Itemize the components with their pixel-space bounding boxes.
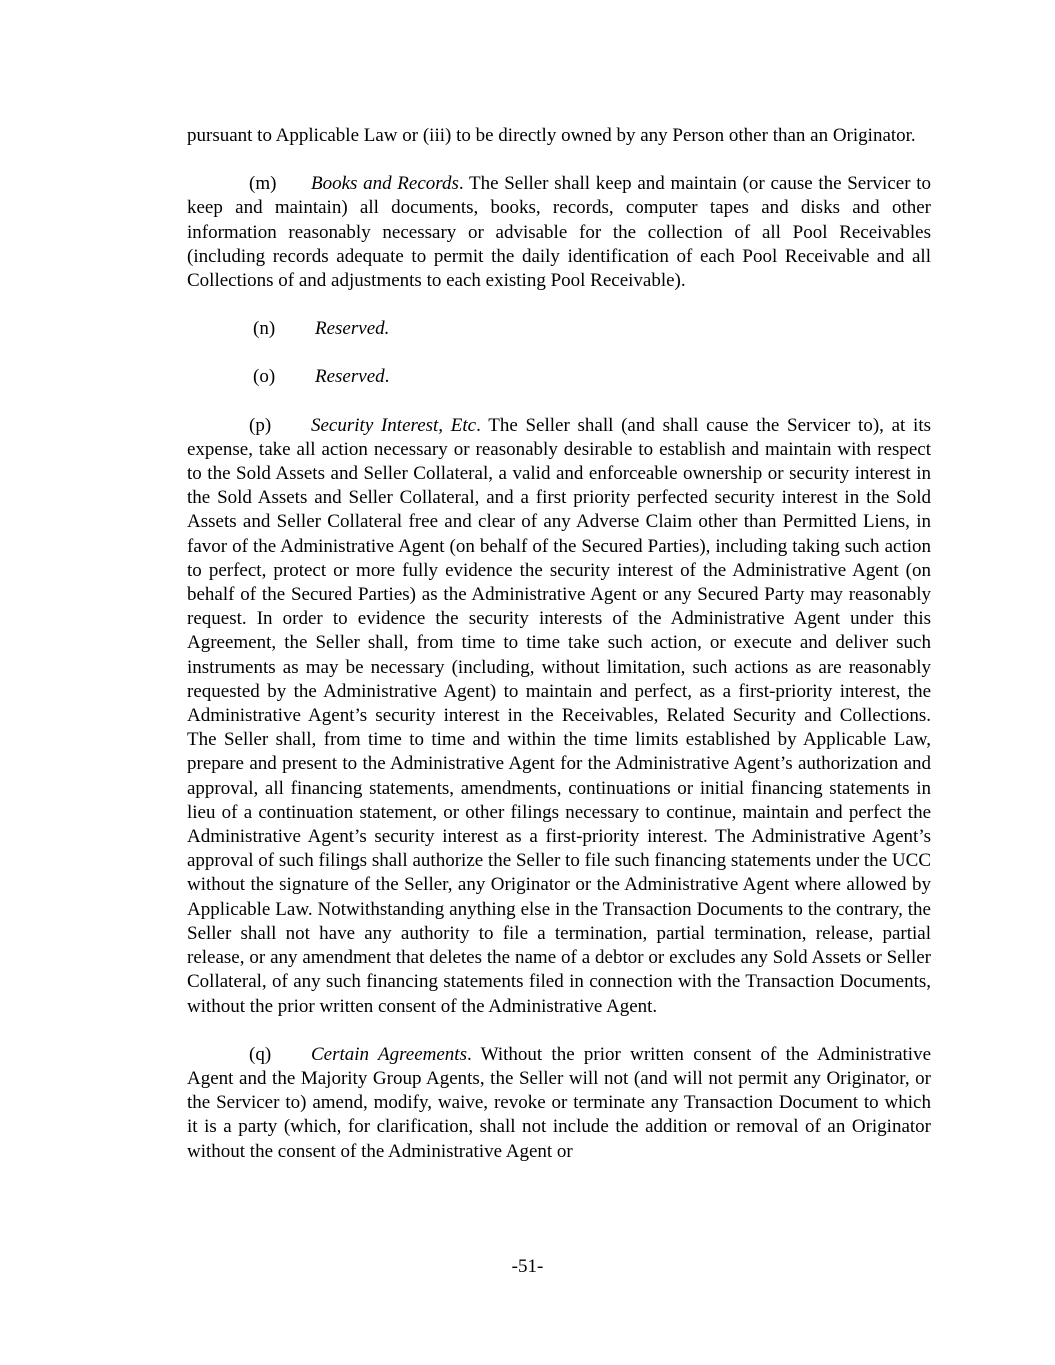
section-q bbox=[187, 1043, 931, 1164]
section-heading: Security Interest, Etc bbox=[311, 414, 477, 436]
section-number: (m) bbox=[249, 173, 277, 195]
section-number: (q) bbox=[249, 1043, 272, 1065]
continuation-paragraph: pursuant to Applicable Law or (iii) to be directly owned by any Person other than an Originator. bbox=[187, 125, 916, 146]
section-n bbox=[187, 317, 931, 341]
section-heading-punct: . bbox=[466, 1043, 472, 1065]
section-heading-punct: . bbox=[458, 173, 464, 195]
section-heading: Reserved. bbox=[315, 318, 390, 340]
section-number: (n) bbox=[253, 318, 276, 340]
section-heading: Certain Agreements bbox=[311, 1043, 467, 1065]
section-heading-punct: . bbox=[476, 414, 481, 436]
section-o bbox=[187, 365, 931, 389]
section-body: The Seller shall (and shall cause the Servicer to), at its expense, take all action necessary or reasonably desirable to establish and maintain with respect to the Sold Assets and Seller Collateral, a valid and enforceable ownership or security interest in the Sold Assets and Seller Collateral, and a first priority perfected security interest in the Sold Assets and Seller Collateral free and clear of any Adverse Claim other than Permitted Liens, in favor of the Administrative Agent (on behalf of the Secured Parties), including taking such action to perfect, protect or more fully evidence the security interest of the Administrative Agent (on behalf of the Secured Parties) as the Administrative Agent or any Secured Party may reasonably request. In order to evidence the security interests of the Administrative Agent under this Agreement, the Seller shall, from time to time take such action, or execute and deliver such instruments as may be necessary (including, without limitation, such actions as are reasonably requested by the Administrative Agent) to maintain and perfect, as a first-priority interest, the Administrative Agent’s security interest in the Receivables, Related Security and Collections. The Seller shall, from time to time and within the time limits established by Applicable Law, prepare and present to the Administrative Agent for the Administrative Agent’s authorization and approval, all financing statements, amendments, continuations or initial financing statements in lieu of a continuation statement, or other filings necessary to continue, maintain and perfect the Administrative Agent’s security interest as a first-priority interest. The Administrative Agent’s approval of such filings shall authorize the Seller to file such financing statements under the UCC without the signature of the Seller, any Originator or the Administrative Agent where allowed by Applicable Law. Notwithstanding anything else in the Transaction Documents to the contrary, the Seller shall not have any authority to file a termination, partial termination, release, partial release, or any amendment that deletes the name of a debtor or excludes any Sold Assets or Seller Collateral, of any such financing statements filed in connection with the Transaction Documents, without the prior written consent of the Administrative Agent. bbox=[187, 414, 931, 1017]
section-number: (p) bbox=[249, 414, 272, 436]
section-m bbox=[187, 172, 931, 293]
section-body: The Seller shall keep and maintain (or cause the Servicer to keep and maintain) all documents, books, records, computer tapes and disks and other information reasonably necessary or advisable for the collection of all Pool Receivables (including records adequate to permit the daily identification of each Pool Receivable and all Collections of and adjustments to each existing Pool Receivable). bbox=[187, 173, 931, 292]
section-p bbox=[187, 414, 931, 1019]
section-heading: Books and Records bbox=[311, 173, 459, 195]
section-heading: Reserved bbox=[315, 366, 385, 388]
document-page bbox=[187, 124, 931, 1188]
page-number: -51- bbox=[511, 1256, 544, 1277]
section-heading-punct: . bbox=[384, 366, 390, 388]
section-body: Without the prior written consent of the Administrative Agent and the Majority Group Agents, the Seller will not (and will not permit any Originator, or the Servicer to) amend, modify, waive, revoke or terminate any Transaction Document to which it is a party (which, for clarification, shall not include the addition or removal of an Originator without the consent of the Administrative Agent or bbox=[187, 1043, 932, 1162]
section-number: (o) bbox=[253, 366, 276, 388]
